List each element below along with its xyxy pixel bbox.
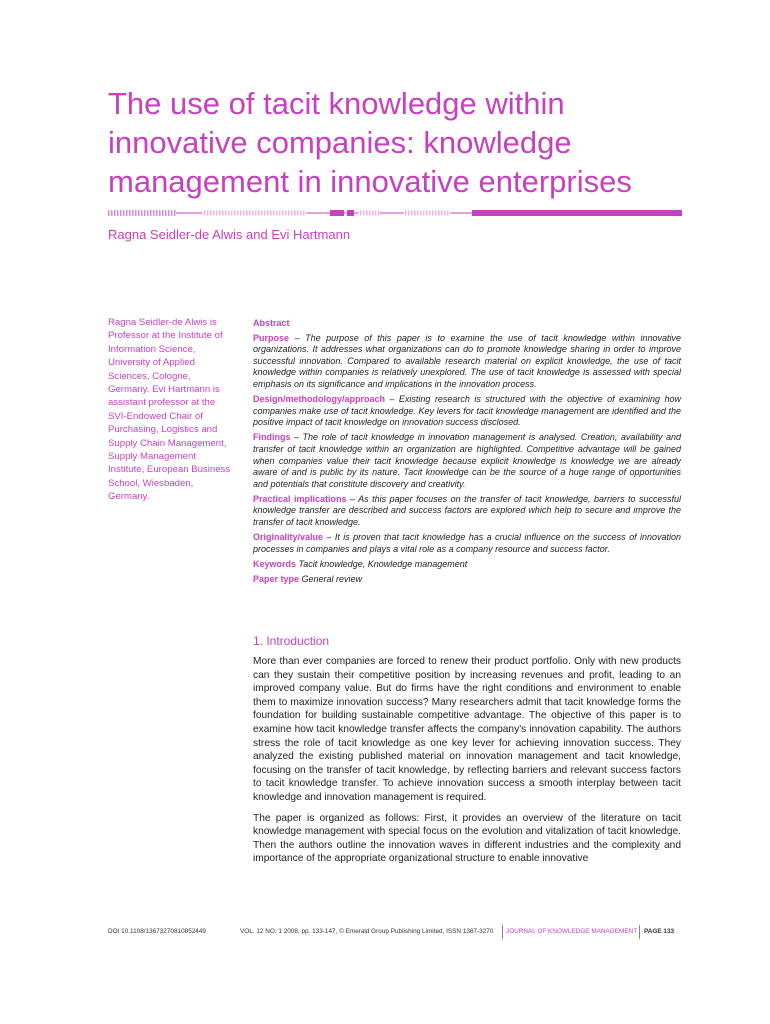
- body-paragraph: More than ever companies are forced to renew their product portfolio. Only with new products can they sustain their competitive position by increasing revenues and profit, leading to an improved company value. But do firms have the right conditions and environment to enable them to maximize innovation success? Many researchers admit that tacit knowledge forms the foundation for building sustainable competitive advantage. The objective of this paper is to examine how tacit knowledge transfer affects the company's innovation capability. The authors stress the role of tacit knowledge as one key lever for achieving innovation success. They analyzed the existing published material on innovation management and tacit knowledge, focusing on the transfer of tacit knowledge, by reflecting barriers and relevant success factors to tacit knowledge transfer. To achieve innovation success a smooth interplay between tacit knowledge and innovation management is required.: [253, 656, 681, 803]
- abstract-section-text: – The purpose of this paper is to examine the use of tacit knowledge within innovative organizations. It addresses what organizations can do to promote knowledge sharing in order to improve successful innovation. Compared to available research material on explicit knowledge, the use of tacit knowledge within companies is relatively unexplored. The use of tacit knowledge is assessed with special emphasis on its significance and implications in the innovation process.: [253, 332, 681, 389]
- abstract-originality: [253, 532, 681, 555]
- footer-journal: JOURNAL OF KNOWLEDGE MANAGEMENT: [506, 928, 638, 935]
- footer-doi: DOI 10.1108/13673270810852449: [108, 928, 206, 935]
- abstract-section-label: Practical implications: [253, 493, 347, 504]
- decorative-rule: [108, 210, 682, 216]
- abstract-section-label: Findings: [253, 432, 291, 443]
- body-paragraph: The paper is organized as follows: First, it provides an overview of the literature on tacit knowledge management with special focus on the evolution and vitalization of tacit knowledge. Then the authors outline the innovation waves in different industries and the complexity and importance of the appropriate organizational structure to enable innovative: [253, 812, 681, 865]
- footer-page-number: PAGE 133: [644, 928, 675, 935]
- rule-segment-line-6: [450, 213, 472, 214]
- rule-segment-solid-2: [347, 210, 354, 216]
- rule-segment-hatched-4: [404, 211, 450, 216]
- section-heading-introduction: 1. Introduction: [253, 634, 330, 648]
- introduction-body: [253, 655, 681, 873]
- paper-title: The use of tacit knowledge within innovative companies: knowledge management in innovative enterprises: [108, 86, 632, 199]
- abstract-section-label: Design/methodology/approach: [253, 394, 386, 405]
- rule-segment-line-2: [306, 213, 330, 214]
- abstract-section-label: Keywords: [253, 558, 297, 569]
- abstract-section-label: Paper type: [253, 573, 300, 584]
- abstract-section-text: – Existing research is structured with the objective of examining how companies make use of tacit knowledge. Key levers for tacit knowledge management are identified and the positive impact of tacit knowledge on innovation success disclosed.: [253, 394, 681, 428]
- rule-segment-line-5: [380, 213, 404, 214]
- abstract-section-text: General review: [299, 573, 363, 584]
- abstract-section-label: Purpose: [253, 332, 290, 343]
- abstract-purpose: [253, 333, 681, 391]
- abstract-design: [253, 394, 681, 429]
- abstract-block: [253, 318, 681, 589]
- footer-divider: [639, 925, 640, 939]
- rule-segment-solid-3: [472, 210, 682, 216]
- abstract-section-label: Originality/value: [253, 532, 324, 543]
- rule-segment-line-1: [176, 213, 202, 214]
- paper-authors: Ragna Seidler-de Alwis and Evi Hartmann: [108, 227, 351, 242]
- abstract-section-text: Tacit knowledge, Knowledge management: [296, 558, 468, 569]
- page-footer: [108, 925, 682, 939]
- abstract-heading: Abstract: [253, 318, 290, 328]
- rule-segment-line-4: [354, 213, 358, 214]
- footer-divider: [502, 925, 503, 939]
- rule-segment-line-3: [344, 213, 347, 214]
- rule-segment-hatched-3: [358, 211, 380, 216]
- abstract-section-text: – It is proven that tacit knowledge has a crucial influence on the success of innovation processes in companies and plays a vital role as a company resource and success factor.: [253, 532, 681, 554]
- footer-citation: VOL. 12 NO. 1 2008, pp. 133-147, © Emerald Group Publishing Limited, ISSN 1367-3270: [240, 928, 494, 935]
- rule-segment-hatched-2: [202, 211, 306, 216]
- abstract-practical-implications: [253, 494, 681, 529]
- rule-segment-solid-1: [330, 210, 344, 216]
- rule-segment-hatched-1: [108, 210, 176, 216]
- abstract-keywords: [253, 559, 681, 571]
- author-bio: Ragna Seidler-de Alwis is Professor at the Institute of Information Science, University of Applied Sciences, Cologne, Germany. Evi Hartmann is assistant professor at the SVI-Endowed Chair of Purchasing, Logistics and Supply Chain Management, Supply Management Institute, European Business School, Wiesbaden, Germany.: [108, 317, 231, 503]
- abstract-paper-type: [253, 574, 681, 586]
- abstract-section-text: – The role of tacit knowledge in innovation management is analysed. Creation, availability and transfer of tacit knowledge within an organization are highlighted. Competitive advantage will be gained when companies value their tacit knowledge because explicit knowledge is knowledge we are already aware of and is public by its nature. Tacit knowledge can be the source of a huge range of opportunities and potentials that constitute discovery and creativity.: [253, 432, 681, 489]
- abstract-findings: [253, 432, 681, 490]
- abstract-section-text: – As this paper focuses on the transfer of tacit knowledge, barriers to successful knowledge transfer are described and success factors are explored which help to secure and improve the transfer of tacit knowledge.: [253, 493, 681, 527]
